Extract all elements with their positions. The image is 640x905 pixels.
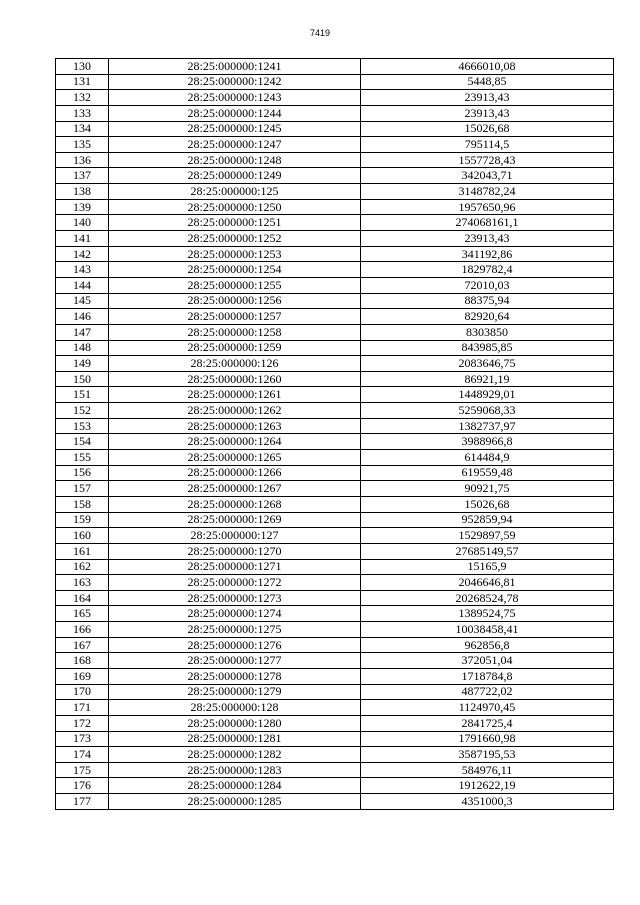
- cadastral-value-cell: 4666010,08: [361, 59, 614, 75]
- cadastral-number-cell: 28:25:000000:1241: [109, 59, 361, 75]
- cadastral-value-cell: 1382737,97: [361, 418, 614, 434]
- row-number-cell: 133: [56, 105, 109, 121]
- table-row: [56, 277, 614, 293]
- cadastral-number-cell: 28:25:000000:1261: [109, 387, 361, 403]
- row-number-cell: 145: [56, 293, 109, 309]
- cadastral-number-cell: 28:25:000000:1253: [109, 246, 361, 262]
- row-number-cell: 139: [56, 199, 109, 215]
- cadastral-value-cell: 1124970,45: [361, 700, 614, 716]
- cadastral-value-cell: 1791660,98: [361, 731, 614, 747]
- row-number-cell: 138: [56, 184, 109, 200]
- cadastral-value-cell: 88375,94: [361, 293, 614, 309]
- cadastral-value-cell: 962856,8: [361, 637, 614, 653]
- row-number-cell: 151: [56, 387, 109, 403]
- table-row: [56, 105, 614, 121]
- cadastral-value-cell: 8303850: [361, 324, 614, 340]
- row-number-cell: 130: [56, 59, 109, 75]
- cadastral-number-cell: 28:25:000000:1283: [109, 762, 361, 778]
- table-body: [56, 59, 614, 810]
- table-row: [56, 90, 614, 106]
- row-number-cell: 164: [56, 590, 109, 606]
- row-number-cell: 146: [56, 309, 109, 325]
- cadastral-number-cell: 28:25:000000:1245: [109, 121, 361, 137]
- cadastral-number-cell: 28:25:000000:1244: [109, 105, 361, 121]
- row-number-cell: 154: [56, 434, 109, 450]
- cadastral-value-cell: 952859,94: [361, 512, 614, 528]
- cadastral-number-cell: 28:25:000000:1277: [109, 653, 361, 669]
- cadastral-value-cell: 23913,43: [361, 231, 614, 247]
- cadastral-number-cell: 28:25:000000:1278: [109, 668, 361, 684]
- row-number-cell: 141: [56, 231, 109, 247]
- table-row: [56, 262, 614, 278]
- table-row: [56, 700, 614, 716]
- table-row: [56, 434, 614, 450]
- table-row: [56, 59, 614, 75]
- cadastral-value-cell: 342043,71: [361, 168, 614, 184]
- row-number-cell: 176: [56, 778, 109, 794]
- row-number-cell: 167: [56, 637, 109, 653]
- cadastral-number-cell: 28:25:000000:1257: [109, 309, 361, 325]
- table-row: [56, 794, 614, 810]
- cadastral-number-cell: 28:25:000000:1248: [109, 152, 361, 168]
- cadastral-number-cell: 28:25:000000:1247: [109, 137, 361, 153]
- cadastral-value-cell: 86921,19: [361, 371, 614, 387]
- cadastral-value-cell: 23913,43: [361, 105, 614, 121]
- cadastral-number-cell: 28:25:000000:1262: [109, 403, 361, 419]
- cadastral-number-cell: 28:25:000000:1260: [109, 371, 361, 387]
- cadastral-value-table: [55, 58, 614, 810]
- row-number-cell: 155: [56, 450, 109, 466]
- cadastral-value-cell: 2046646,81: [361, 575, 614, 591]
- row-number-cell: 149: [56, 356, 109, 372]
- row-number-cell: 158: [56, 496, 109, 512]
- table-row: [56, 481, 614, 497]
- cadastral-number-cell: 28:25:000000:126: [109, 356, 361, 372]
- cadastral-value-cell: 15026,68: [361, 121, 614, 137]
- cadastral-number-cell: 28:25:000000:1263: [109, 418, 361, 434]
- row-number-cell: 132: [56, 90, 109, 106]
- cadastral-number-cell: 28:25:000000:1285: [109, 794, 361, 810]
- cadastral-number-cell: 28:25:000000:1281: [109, 731, 361, 747]
- page-number: 7419: [309, 28, 331, 38]
- table-row: [56, 496, 614, 512]
- cadastral-value-cell: 27685149,57: [361, 543, 614, 559]
- cadastral-value-cell: 2841725,4: [361, 715, 614, 731]
- table-row: [56, 137, 614, 153]
- cadastral-value-cell: 1957650,96: [361, 199, 614, 215]
- table-row: [56, 528, 614, 544]
- table-row: [56, 293, 614, 309]
- table-row: [56, 731, 614, 747]
- cadastral-value-cell: 614484,9: [361, 450, 614, 466]
- table-row: [56, 778, 614, 794]
- row-number-cell: 166: [56, 622, 109, 638]
- cadastral-number-cell: 28:25:000000:1242: [109, 74, 361, 90]
- cadastral-value-cell: 1529897,59: [361, 528, 614, 544]
- row-number-cell: 136: [56, 152, 109, 168]
- cadastral-number-cell: 28:25:000000:1266: [109, 465, 361, 481]
- row-number-cell: 172: [56, 715, 109, 731]
- cadastral-value-cell: 15165,9: [361, 559, 614, 575]
- row-number-cell: 148: [56, 340, 109, 356]
- cadastral-number-cell: 28:25:000000:1251: [109, 215, 361, 231]
- cadastral-number-cell: 28:25:000000:1264: [109, 434, 361, 450]
- table-row: [56, 199, 614, 215]
- row-number-cell: 165: [56, 606, 109, 622]
- cadastral-value-cell: 3988966,8: [361, 434, 614, 450]
- cadastral-value-cell: 3587195,53: [361, 747, 614, 763]
- row-number-cell: 142: [56, 246, 109, 262]
- cadastral-number-cell: 28:25:000000:1282: [109, 747, 361, 763]
- table-row: [56, 121, 614, 137]
- row-number-cell: 177: [56, 794, 109, 810]
- cadastral-value-cell: 1557728,43: [361, 152, 614, 168]
- cadastral-number-cell: 28:25:000000:1254: [109, 262, 361, 278]
- row-number-cell: 162: [56, 559, 109, 575]
- table-row: [56, 590, 614, 606]
- cadastral-number-cell: 28:25:000000:1276: [109, 637, 361, 653]
- cadastral-number-cell: 28:25:000000:1270: [109, 543, 361, 559]
- cadastral-value-cell: 2083646,75: [361, 356, 614, 372]
- cadastral-number-cell: 28:25:000000:1250: [109, 199, 361, 215]
- table-row: [56, 512, 614, 528]
- table-row: [56, 418, 614, 434]
- table-row: [56, 606, 614, 622]
- table-row: [56, 340, 614, 356]
- table-row: [56, 450, 614, 466]
- cadastral-number-cell: 28:25:000000:1272: [109, 575, 361, 591]
- table-row: [56, 215, 614, 231]
- cadastral-value-cell: 90921,75: [361, 481, 614, 497]
- row-number-cell: 163: [56, 575, 109, 591]
- row-number-cell: 159: [56, 512, 109, 528]
- cadastral-number-cell: 28:25:000000:127: [109, 528, 361, 544]
- cadastral-number-cell: 28:25:000000:1274: [109, 606, 361, 622]
- row-number-cell: 147: [56, 324, 109, 340]
- table-row: [56, 387, 614, 403]
- cadastral-value-cell: 10038458,41: [361, 622, 614, 638]
- table-row: [56, 309, 614, 325]
- table-row: [56, 684, 614, 700]
- cadastral-value-cell: 20268524,78: [361, 590, 614, 606]
- row-number-cell: 175: [56, 762, 109, 778]
- cadastral-number-cell: 28:25:000000:1265: [109, 450, 361, 466]
- cadastral-value-cell: 1448929,01: [361, 387, 614, 403]
- row-number-cell: 135: [56, 137, 109, 153]
- table-row: [56, 715, 614, 731]
- cadastral-number-cell: 28:25:000000:1273: [109, 590, 361, 606]
- table-row: [56, 246, 614, 262]
- cadastral-value-cell: 274068161,1: [361, 215, 614, 231]
- cadastral-value-cell: 5448,85: [361, 74, 614, 90]
- table-row: [56, 637, 614, 653]
- cadastral-value-cell: 1389524,75: [361, 606, 614, 622]
- row-number-cell: 144: [56, 277, 109, 293]
- cadastral-number-cell: 28:25:000000:1279: [109, 684, 361, 700]
- table-row: [56, 622, 614, 638]
- row-number-cell: 153: [56, 418, 109, 434]
- table-row: [56, 184, 614, 200]
- cadastral-value-cell: 487722,02: [361, 684, 614, 700]
- row-number-cell: 161: [56, 543, 109, 559]
- cadastral-value-cell: 1718784,8: [361, 668, 614, 684]
- cadastral-value-cell: 1829782,4: [361, 262, 614, 278]
- cadastral-value-cell: 72010,03: [361, 277, 614, 293]
- table-row: [56, 356, 614, 372]
- cadastral-number-cell: 28:25:000000:1258: [109, 324, 361, 340]
- cadastral-value-cell: 82920,64: [361, 309, 614, 325]
- cadastral-value-cell: 372051,04: [361, 653, 614, 669]
- cadastral-value-cell: 5259068,33: [361, 403, 614, 419]
- table-row: [56, 559, 614, 575]
- row-number-cell: 134: [56, 121, 109, 137]
- cadastral-number-cell: 28:25:000000:1255: [109, 277, 361, 293]
- row-number-cell: 174: [56, 747, 109, 763]
- cadastral-value-cell: 584976,11: [361, 762, 614, 778]
- table-row: [56, 747, 614, 763]
- row-number-cell: 137: [56, 168, 109, 184]
- cadastral-value-cell: 795114,5: [361, 137, 614, 153]
- cadastral-number-cell: 28:25:000000:1267: [109, 481, 361, 497]
- cadastral-number-cell: 28:25:000000:1280: [109, 715, 361, 731]
- cadastral-value-cell: 3148782,24: [361, 184, 614, 200]
- cadastral-value-cell: 23913,43: [361, 90, 614, 106]
- cadastral-number-cell: 28:25:000000:1249: [109, 168, 361, 184]
- cadastral-number-cell: 28:25:000000:1284: [109, 778, 361, 794]
- row-number-cell: 157: [56, 481, 109, 497]
- table-row: [56, 543, 614, 559]
- row-number-cell: 169: [56, 668, 109, 684]
- table-row: [56, 74, 614, 90]
- cadastral-number-cell: 28:25:000000:1275: [109, 622, 361, 638]
- row-number-cell: 152: [56, 403, 109, 419]
- table-row: [56, 231, 614, 247]
- cadastral-value-cell: 15026,68: [361, 496, 614, 512]
- row-number-cell: 170: [56, 684, 109, 700]
- row-number-cell: 173: [56, 731, 109, 747]
- row-number-cell: 160: [56, 528, 109, 544]
- cadastral-number-cell: 28:25:000000:128: [109, 700, 361, 716]
- cadastral-number-cell: 28:25:000000:1252: [109, 231, 361, 247]
- table-row: [56, 653, 614, 669]
- table-row: [56, 575, 614, 591]
- cadastral-value-cell: 4351000,3: [361, 794, 614, 810]
- table-row: [56, 324, 614, 340]
- row-number-cell: 131: [56, 74, 109, 90]
- table-row: [56, 403, 614, 419]
- cadastral-number-cell: 28:25:000000:1268: [109, 496, 361, 512]
- table-row: [56, 762, 614, 778]
- row-number-cell: 150: [56, 371, 109, 387]
- cadastral-number-cell: 28:25:000000:1259: [109, 340, 361, 356]
- cadastral-number-cell: 28:25:000000:1271: [109, 559, 361, 575]
- cadastral-number-cell: 28:25:000000:1256: [109, 293, 361, 309]
- row-number-cell: 156: [56, 465, 109, 481]
- table-row: [56, 668, 614, 684]
- cadastral-number-cell: 28:25:000000:1243: [109, 90, 361, 106]
- table-row: [56, 371, 614, 387]
- table-row: [56, 465, 614, 481]
- cadastral-value-cell: 341192,86: [361, 246, 614, 262]
- row-number-cell: 143: [56, 262, 109, 278]
- table-row: [56, 152, 614, 168]
- cadastral-value-cell: 619559,48: [361, 465, 614, 481]
- cadastral-number-cell: 28:25:000000:125: [109, 184, 361, 200]
- row-number-cell: 168: [56, 653, 109, 669]
- cadastral-value-cell: 843985,85: [361, 340, 614, 356]
- row-number-cell: 171: [56, 700, 109, 716]
- row-number-cell: 140: [56, 215, 109, 231]
- table-row: [56, 168, 614, 184]
- cadastral-number-cell: 28:25:000000:1269: [109, 512, 361, 528]
- cadastral-value-cell: 1912622,19: [361, 778, 614, 794]
